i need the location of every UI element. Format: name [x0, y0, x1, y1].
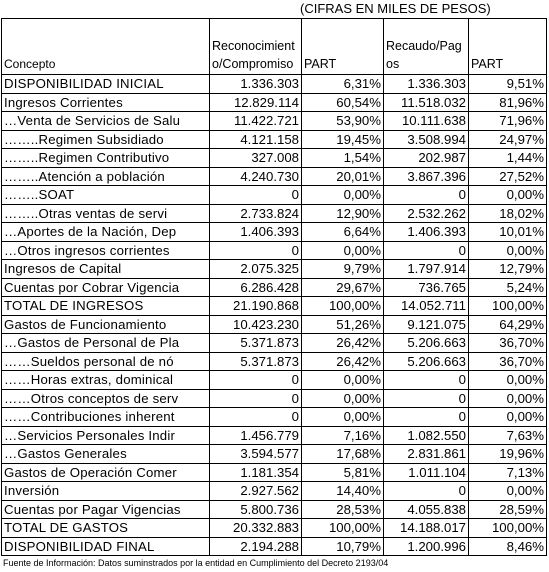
table-row [2, 130, 547, 149]
cell-part-2: 10,01% [469, 223, 547, 242]
cell-recaudo: 3.867.396 [384, 167, 469, 186]
header-part-2: PART [469, 19, 547, 75]
table-row [2, 334, 547, 353]
cell-recaudo: 1.406.393 [384, 223, 469, 242]
cell-reconocimiento: 2.075.325 [210, 260, 302, 279]
cell-part-1: 26,42% [302, 352, 384, 371]
cell-part-1: 29,67% [302, 278, 384, 297]
cell-concepto: …Venta de Servicios de Salu [2, 112, 210, 131]
cell-part-2: 24,97% [469, 130, 547, 149]
cell-reconocimiento: 5.371.873 [210, 334, 302, 353]
cell-recaudo: 1.082.550 [384, 426, 469, 445]
cell-part-2: 8,46% [469, 537, 547, 556]
cell-concepto: DISPONIBILIDAD INICIAL [2, 75, 210, 94]
table-row [2, 519, 547, 538]
cell-part-1: 9,79% [302, 260, 384, 279]
header-reconocimiento: Reconocimiento/Compromiso [210, 19, 302, 75]
cell-part-2: 7,63% [469, 426, 547, 445]
table-row [2, 500, 547, 519]
cell-recaudo: 0 [384, 408, 469, 427]
cell-recaudo: 2.532.262 [384, 204, 469, 223]
cell-concepto: Cuentas por Pagar Vigencias [2, 500, 210, 519]
cell-recaudo: 10.111.638 [384, 112, 469, 131]
cell-part-2: 0,00% [469, 241, 547, 260]
cell-part-2: 71,96% [469, 112, 547, 131]
cell-reconocimiento: 0 [210, 186, 302, 205]
cell-reconocimiento: 5.371.873 [210, 352, 302, 371]
cell-concepto: DISPONIBILIDAD FINAL [2, 537, 210, 556]
cell-part-2: 27,52% [469, 167, 547, 186]
cell-concepto: Ingresos Corrientes [2, 93, 210, 112]
cell-concepto: …Gastos de Personal de Pla [2, 334, 210, 353]
cell-recaudo: 0 [384, 482, 469, 501]
cell-recaudo: 1.200.996 [384, 537, 469, 556]
cell-recaudo: 1.011.104 [384, 463, 469, 482]
table-row [2, 167, 547, 186]
cell-part-1: 0,00% [302, 186, 384, 205]
cell-part-2: 100,00% [469, 297, 547, 316]
table-header-row [2, 19, 547, 75]
cell-part-2: 0,00% [469, 389, 547, 408]
cell-part-1: 0,00% [302, 389, 384, 408]
table-row [2, 75, 547, 94]
cell-concepto: Cuentas por Cobrar Vigencia [2, 278, 210, 297]
cell-concepto: ……..SOAT [2, 186, 210, 205]
table-row [2, 352, 547, 371]
cell-part-2: 19,96% [469, 445, 547, 464]
cell-reconocimiento: 327.008 [210, 149, 302, 168]
cell-reconocimiento: 0 [210, 389, 302, 408]
cell-part-1: 10,79% [302, 537, 384, 556]
units-caption: (CIFRAS EN MILES DE PESOS) [300, 1, 491, 16]
cell-concepto: ……..Otras ventas de servi [2, 204, 210, 223]
cell-part-1: 6,64% [302, 223, 384, 242]
cell-concepto: ……Otros conceptos de serv [2, 389, 210, 408]
cell-reconocimiento: 0 [210, 241, 302, 260]
cell-reconocimiento: 1.456.779 [210, 426, 302, 445]
table-row [2, 537, 547, 556]
cell-part-1: 0,00% [302, 408, 384, 427]
cell-reconocimiento: 0 [210, 408, 302, 427]
cell-recaudo: 4.055.838 [384, 500, 469, 519]
cell-recaudo: 736.765 [384, 278, 469, 297]
table-row [2, 371, 547, 390]
cell-part-2: 1,44% [469, 149, 547, 168]
cell-part-1: 17,68% [302, 445, 384, 464]
table-row [2, 445, 547, 464]
header-recaudo: Recaudo/Pagos [384, 19, 469, 75]
cell-part-2: 36,70% [469, 352, 547, 371]
cell-reconocimiento: 6.286.428 [210, 278, 302, 297]
cell-concepto: …Aportes de la Nación, Dep [2, 223, 210, 242]
header-part-1: PART [302, 19, 384, 75]
cell-concepto: …Otros ingresos corrientes [2, 241, 210, 260]
table-row [2, 204, 547, 223]
cell-part-2: 7,13% [469, 463, 547, 482]
cell-part-1: 28,53% [302, 500, 384, 519]
cell-part-2: 100,00% [469, 519, 547, 538]
table-row [2, 149, 547, 168]
cell-recaudo: 3.508.994 [384, 130, 469, 149]
cell-concepto: Gastos de Funcionamiento [2, 315, 210, 334]
cell-concepto: ……Contribuciones inherent [2, 408, 210, 427]
table-row [2, 260, 547, 279]
cell-part-1: 0,00% [302, 241, 384, 260]
cell-concepto: …Servicios Personales Indir [2, 426, 210, 445]
cell-part-1: 51,26% [302, 315, 384, 334]
cell-concepto: ……..Regimen Subsidiado [2, 130, 210, 149]
table-row [2, 463, 547, 482]
cell-recaudo: 14.052.711 [384, 297, 469, 316]
cell-recaudo: 5.206.663 [384, 334, 469, 353]
cell-concepto: TOTAL DE INGRESOS [2, 297, 210, 316]
header-concepto: Concepto [2, 19, 210, 75]
cell-concepto: TOTAL DE GASTOS [2, 519, 210, 538]
cell-part-1: 6,31% [302, 75, 384, 94]
cell-recaudo: 11.518.032 [384, 93, 469, 112]
cell-part-1: 26,42% [302, 334, 384, 353]
cell-reconocimiento: 10.423.230 [210, 315, 302, 334]
cell-recaudo: 0 [384, 389, 469, 408]
table-row [2, 315, 547, 334]
cell-part-1: 12,90% [302, 204, 384, 223]
table-body [2, 75, 547, 556]
table-row [2, 408, 547, 427]
table-row [2, 93, 547, 112]
cell-part-1: 1,54% [302, 149, 384, 168]
cell-part-1: 14,40% [302, 482, 384, 501]
table-row [2, 278, 547, 297]
cell-reconocimiento: 1.336.303 [210, 75, 302, 94]
cell-part-1: 7,16% [302, 426, 384, 445]
cell-part-1: 53,90% [302, 112, 384, 131]
cell-part-2: 12,79% [469, 260, 547, 279]
cell-recaudo: 1.336.303 [384, 75, 469, 94]
cell-concepto: Inversión [2, 482, 210, 501]
cell-reconocimiento: 11.422.721 [210, 112, 302, 131]
cell-recaudo: 202.987 [384, 149, 469, 168]
cell-concepto: Ingresos de Capital [2, 260, 210, 279]
cell-reconocimiento: 3.594.577 [210, 445, 302, 464]
cell-reconocimiento: 1.406.393 [210, 223, 302, 242]
cell-reconocimiento: 4.240.730 [210, 167, 302, 186]
cell-reconocimiento: 20.332.883 [210, 519, 302, 538]
cell-concepto: ……Horas extras, dominical [2, 371, 210, 390]
table-row [2, 223, 547, 242]
financial-table [1, 18, 547, 556]
cell-part-1: 20,01% [302, 167, 384, 186]
cell-concepto: Gastos de Operación Comer [2, 463, 210, 482]
cell-part-2: 28,59% [469, 500, 547, 519]
table-row [2, 112, 547, 131]
table-row [2, 389, 547, 408]
table-row [2, 426, 547, 445]
cell-part-1: 19,45% [302, 130, 384, 149]
table-row [2, 297, 547, 316]
cell-recaudo: 5.206.663 [384, 352, 469, 371]
cell-reconocimiento: 2.194.288 [210, 537, 302, 556]
cell-part-2: 18,02% [469, 204, 547, 223]
cell-part-2: 5,24% [469, 278, 547, 297]
cell-reconocimiento: 21.190.868 [210, 297, 302, 316]
table-row [2, 241, 547, 260]
cell-recaudo: 0 [384, 371, 469, 390]
cell-part-2: 0,00% [469, 482, 547, 501]
cell-concepto: ……..Atención a población [2, 167, 210, 186]
cell-part-2: 0,00% [469, 371, 547, 390]
cell-reconocimiento: 2.733.824 [210, 204, 302, 223]
cell-part-2: 9,51% [469, 75, 547, 94]
cell-part-2: 64,29% [469, 315, 547, 334]
cell-reconocimiento: 2.927.562 [210, 482, 302, 501]
cell-part-1: 5,81% [302, 463, 384, 482]
cell-recaudo: 14.188.017 [384, 519, 469, 538]
cell-part-2: 81,96% [469, 93, 547, 112]
cell-reconocimiento: 12.829.114 [210, 93, 302, 112]
cell-recaudo: 2.831.861 [384, 445, 469, 464]
table-row [2, 482, 547, 501]
table-row [2, 186, 547, 205]
cell-part-2: 0,00% [469, 408, 547, 427]
cell-concepto: ……Sueldos personal de nó [2, 352, 210, 371]
cell-part-1: 60,54% [302, 93, 384, 112]
cell-recaudo: 0 [384, 186, 469, 205]
cell-part-2: 36,70% [469, 334, 547, 353]
cell-part-1: 100,00% [302, 297, 384, 316]
cell-concepto: …Gastos Generales [2, 445, 210, 464]
source-note: Fuente de Información: Datos suminstrados por la entidad en Cumplimiento del Decreto 2193/04 [3, 558, 389, 568]
cell-part-1: 0,00% [302, 371, 384, 390]
cell-reconocimiento: 5.800.736 [210, 500, 302, 519]
cell-part-2: 0,00% [469, 186, 547, 205]
cell-reconocimiento: 0 [210, 371, 302, 390]
cell-recaudo: 9.121.075 [384, 315, 469, 334]
cell-part-1: 100,00% [302, 519, 384, 538]
cell-concepto: ……..Regimen Contributivo [2, 149, 210, 168]
cell-reconocimiento: 4.121.158 [210, 130, 302, 149]
cell-reconocimiento: 1.181.354 [210, 463, 302, 482]
cell-recaudo: 1.797.914 [384, 260, 469, 279]
cell-recaudo: 0 [384, 241, 469, 260]
